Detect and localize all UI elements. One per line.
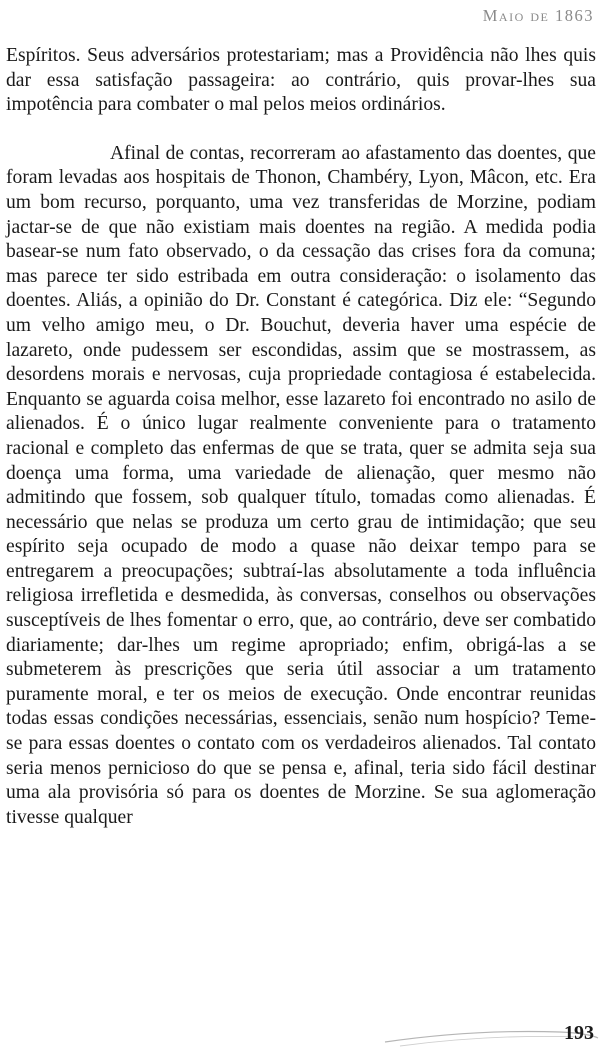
paragraph-main: Afinal de contas, recorreram ao afastamento das doentes, que foram levadas aos hospitais de Thonon, Chambéry, Lyon, Mâcon, etc. Era um bom recurso, porquanto, uma vez transferidas de Morzine, podiam jactar-se de que não existiam mais doentes na região. A medida podia basear-se num fato observado, o da cessação das crises fora da comuna; mas parece ter sido estribada em outra consideração: o isolamento das doentes. Aliás, a opinião do Dr. Constant é categórica. Diz ele: “Segundo um velho amigo meu, o Dr. Bouchut, deveria haver uma espécie de lazareto, onde pudessem ser escondidas, assim que se mostrassem, as desordens morais e nervosas, cuja propriedade contagiosa é estabelecida. Enquanto se aguarda coisa melhor, esse lazareto foi encontrado no asilo de alienados. É o único lugar realmente conveniente para o tratamento racional e completo das enfermas de que se trata, quer se admita seja sua doença uma forma, uma variedade de alienação, quer mesmo não admitindo que fossem, sob qualquer título, tomadas como alienadas. É necessário que nelas se produza um certo grau de intimidação; que seu espírito seja ocupado de modo a quase não deixar tempo para se entregarem a preocupações; subtraí-las absolutamente a toda influência religiosa irrefletida e desmedida, às conversas, conselhos ou observações susceptíveis de lhes fomentar o erro, que, ao contrário, deve ser combatido diariamente; dar-lhes um regime apropriado; enfim, obrigá-las a se submeterem às prescrições que seria útil associar a um tratamento puramente moral, e ter os meios de execução. Onde encontrar reunidas todas essas condições necessárias, essenciais, senão num hospício? Teme-se para essas doentes o contato com os verdadeiros alienados. Tal contato seria menos pernicioso do que se pensa e, afinal, teria sido fácil destinar uma ala provisória só para os doentes de Morzine. Se sua aglomeração tivesse qualquer [6, 142, 596, 828]
body-text [6, 44, 596, 830]
page-number: 193 [564, 1022, 594, 1044]
running-head: Maio de 1863 [482, 6, 594, 25]
paragraph-continuation: Espíritos. Seus adversários protestariam; mas a Providência não lhes quis dar essa satisfação passageira: ao contrário, quis provar-lhes sua impotência para combater o mal pelos meios ordinários. [6, 45, 596, 116]
